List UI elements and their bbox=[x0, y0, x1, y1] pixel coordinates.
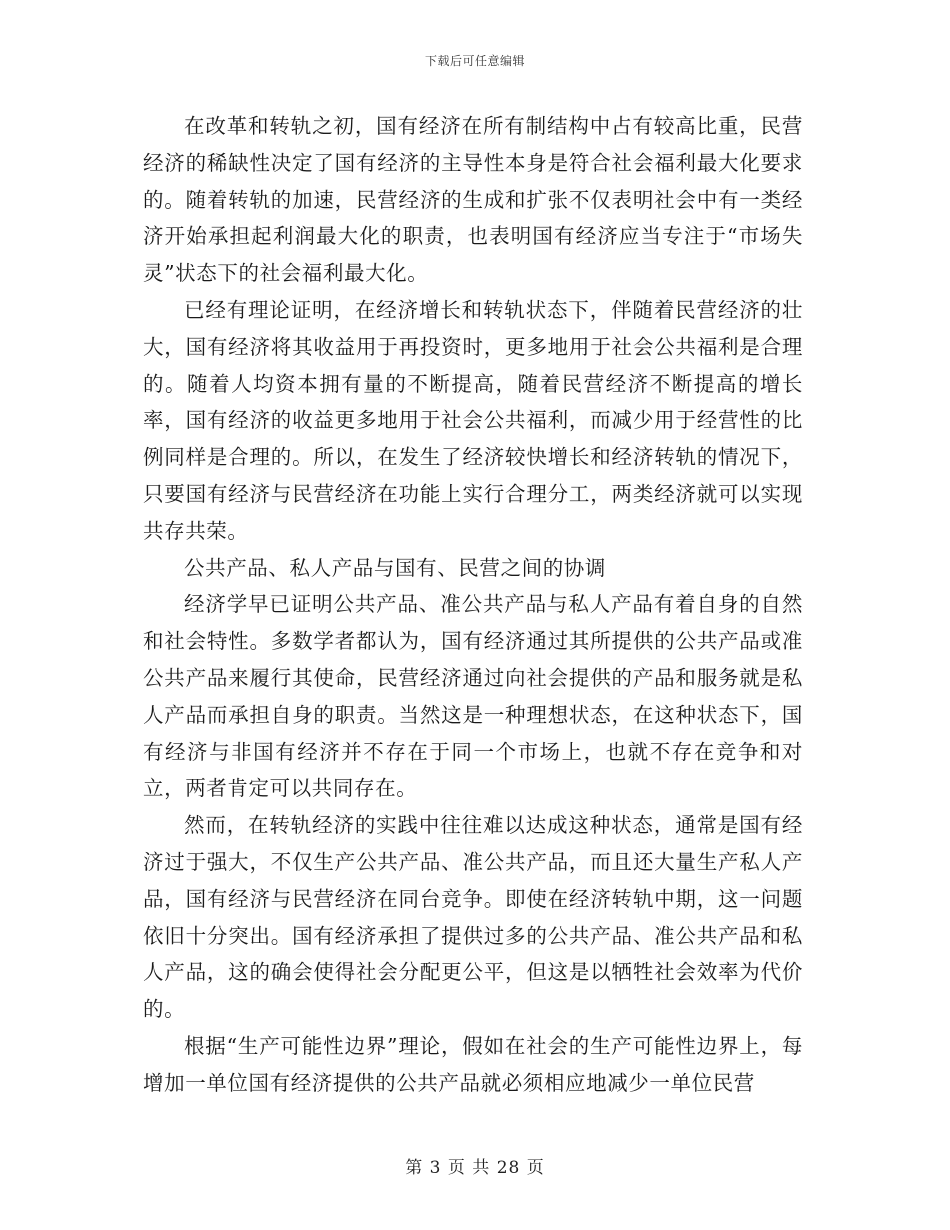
paragraph-5: 根据“生产可能性边界”理论，假如在社会的生产可能性边界上，每增加一单位国有经济提供的公共产品就必须相应地减少一单位民营 bbox=[143, 1033, 803, 1095]
paragraph-4: 然而，在转轨经济的实践中往往难以达成这种状态，通常是国有经济过于强大，不仅生产公共产品、准公共产品，而且还大量生产私人产品，国有经济与民营经济在同台竞争。即使在经济转轨中期，这一问题依旧十分突出。国有经济承担了提供过多的公共产品、准公共产品和私人产品，这的确会使得社会分配更公平，但这是以牺牲社会效率为代价的。 bbox=[143, 813, 803, 1022]
paragraph-1: 在改革和转轨之初，国有经济在所有制结构中占有较高比重，民营经济的稀缺性决定了国有经济的主导性本身是符合社会福利最大化要求的。随着转轨的加速，民营经济的生成和扩张不仅表明社会中有一类经济开始承担起利润最大化的职责，也表明国有经济应当专注于“市场失灵”状态下的社会福利最大化。 bbox=[143, 114, 803, 286]
page-header: 下载后可任意编辑 bbox=[424, 54, 525, 68]
page-number-footer: 第 3 页 共 28 页 bbox=[405, 1158, 545, 1178]
document-body bbox=[143, 108, 803, 1102]
paragraph-3: 经济学早已证明公共产品、准公共产品与私人产品有着自身的自然和社会特性。多数学者都认为，国有经济通过其所提供的公共产品或准公共产品来履行其使命，民营经济通过向社会提供的产品和服务就是私人产品而承担自身的职责。当然这是一种理想状态，在这种状态下，国有经济与非国有经济并不存在于同一个市场上，也就不存在竞争和对立，两者肯定可以共同存在。 bbox=[143, 592, 803, 801]
section-heading: 公共产品、私人产品与国有、民营之间的协调 bbox=[184, 555, 606, 580]
paragraph-2: 已经有理论证明，在经济增长和转轨状态下，伴随着民营经济的壮大，国有经济将其收益用于再投资时，更多地用于社会公共福利是合理的。随着人均资本拥有量的不断提高，随着民营经济不断提高的增长率，国有经济的收益更多地用于社会公共福利，而减少用于经营性的比例同样是合理的。所以，在发生了经济较快增长和经济转轨的情况下，只要国有经济与民营经济在功能上实行合理分工，两类经济就可以实现共存共荣。 bbox=[143, 297, 803, 543]
